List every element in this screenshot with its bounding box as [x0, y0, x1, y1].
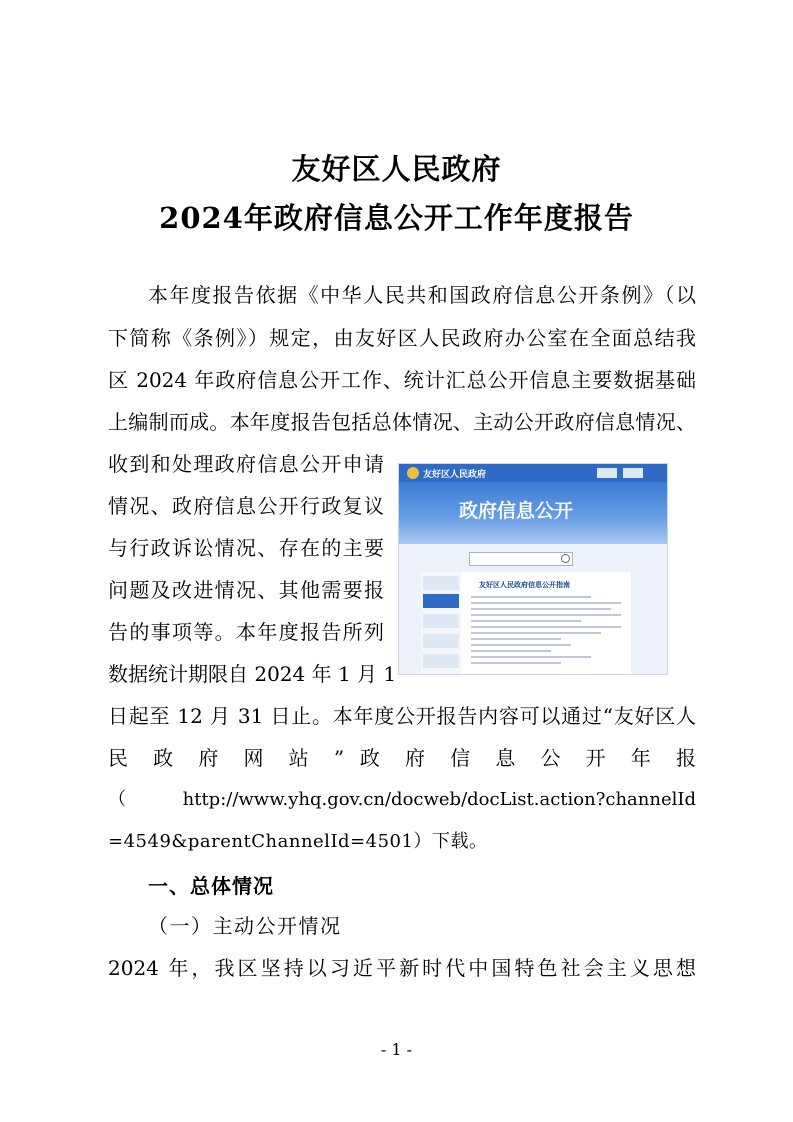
screenshot-text-line: [471, 662, 561, 664]
section-heading: 一、总体情况: [148, 874, 274, 898]
screenshot-text-line: [471, 656, 591, 658]
paragraph-line: 上编制而成。本年度报告包括总体情况、主动公开政府信息情况、: [108, 410, 696, 434]
paragraph-line: 日起至 12 月 31 日止。本年度公开报告内容可以通过“友好区人: [108, 704, 696, 728]
page-number: - 1 -: [380, 1040, 413, 1059]
paragraph-line: 问题及改进情况、其他需要报: [108, 578, 384, 602]
screenshot-header-button: [597, 468, 617, 478]
screenshot-sidebar-item: [423, 634, 459, 648]
paragraph-line: =4549&parentChannelId=4501）下载。: [108, 831, 488, 852]
paragraph-line: 数据统计期限自 2024 年 1 月 1: [108, 662, 397, 686]
paragraph-line: 区 2024 年政府信息公开工作、统计汇总公开信息主要数据基础: [108, 368, 696, 392]
screenshot-sidebar-item: [423, 654, 459, 668]
screenshot-text-line: [471, 644, 571, 646]
paragraph-line: 民 政 府 网 站 ” 政 府 信 息 公 开 年 报: [108, 746, 696, 770]
report-title-line2: 2024年政府信息公开工作年度报告: [159, 201, 634, 235]
body-line: 2024 年，我区坚持以习近平新时代中国特色社会主义思想: [108, 956, 696, 980]
screenshot-text-line: [471, 596, 591, 598]
search-icon: [561, 554, 570, 563]
paragraph-line: 收到和处理政府信息公开申请: [108, 452, 384, 476]
paragraph-line: 本年度报告依据《中华人民共和国政府信息公开条例》（以: [148, 283, 696, 307]
subsection-heading: （一）主动公开情况: [148, 914, 342, 938]
screenshot-sidebar-item-active: [423, 594, 459, 608]
screenshot-text-line: [471, 614, 621, 616]
screenshot-banner-title: 政府信息公开: [459, 500, 574, 522]
screenshot-sidebar-item: [423, 576, 459, 590]
paragraph-line: 情况、政府信息公开行政复议: [108, 494, 384, 518]
screenshot-text-line: [471, 602, 621, 604]
screenshot-text-line: [471, 620, 581, 622]
screenshot-text-line: [471, 608, 611, 610]
national-emblem-icon: [407, 467, 419, 479]
screenshot-banner: [399, 482, 667, 544]
paragraph-line: （ http://www.yhq.gov.cn/docweb/docList.action?channelId: [108, 789, 696, 810]
screenshot-header-button: [623, 468, 643, 478]
paragraph-line: 下简称《条例》）规定，由友好区人民政府办公室在全面总结我: [108, 326, 696, 350]
paragraph-line: 告的事项等。本年度报告所列: [108, 620, 384, 644]
report-title-line1: 友好区人民政府: [291, 152, 502, 186]
screenshot-sidebar-item: [423, 614, 459, 628]
screenshot-site-name: 友好区人民政府: [423, 470, 487, 480]
screenshot-sidebar: [421, 572, 461, 674]
screenshot-text-line: [471, 650, 551, 652]
screenshot-text-line: [471, 632, 601, 634]
screenshot-text-line: [471, 638, 561, 640]
screenshot-search-box: [469, 552, 573, 566]
embedded-website-screenshot: [398, 463, 668, 675]
paragraph-line: 与行政诉讼情况、存在的主要: [108, 536, 384, 560]
screenshot-text-line: [471, 626, 621, 628]
screenshot-doc-title: 友好区人民政府信息公开指南: [479, 581, 570, 589]
